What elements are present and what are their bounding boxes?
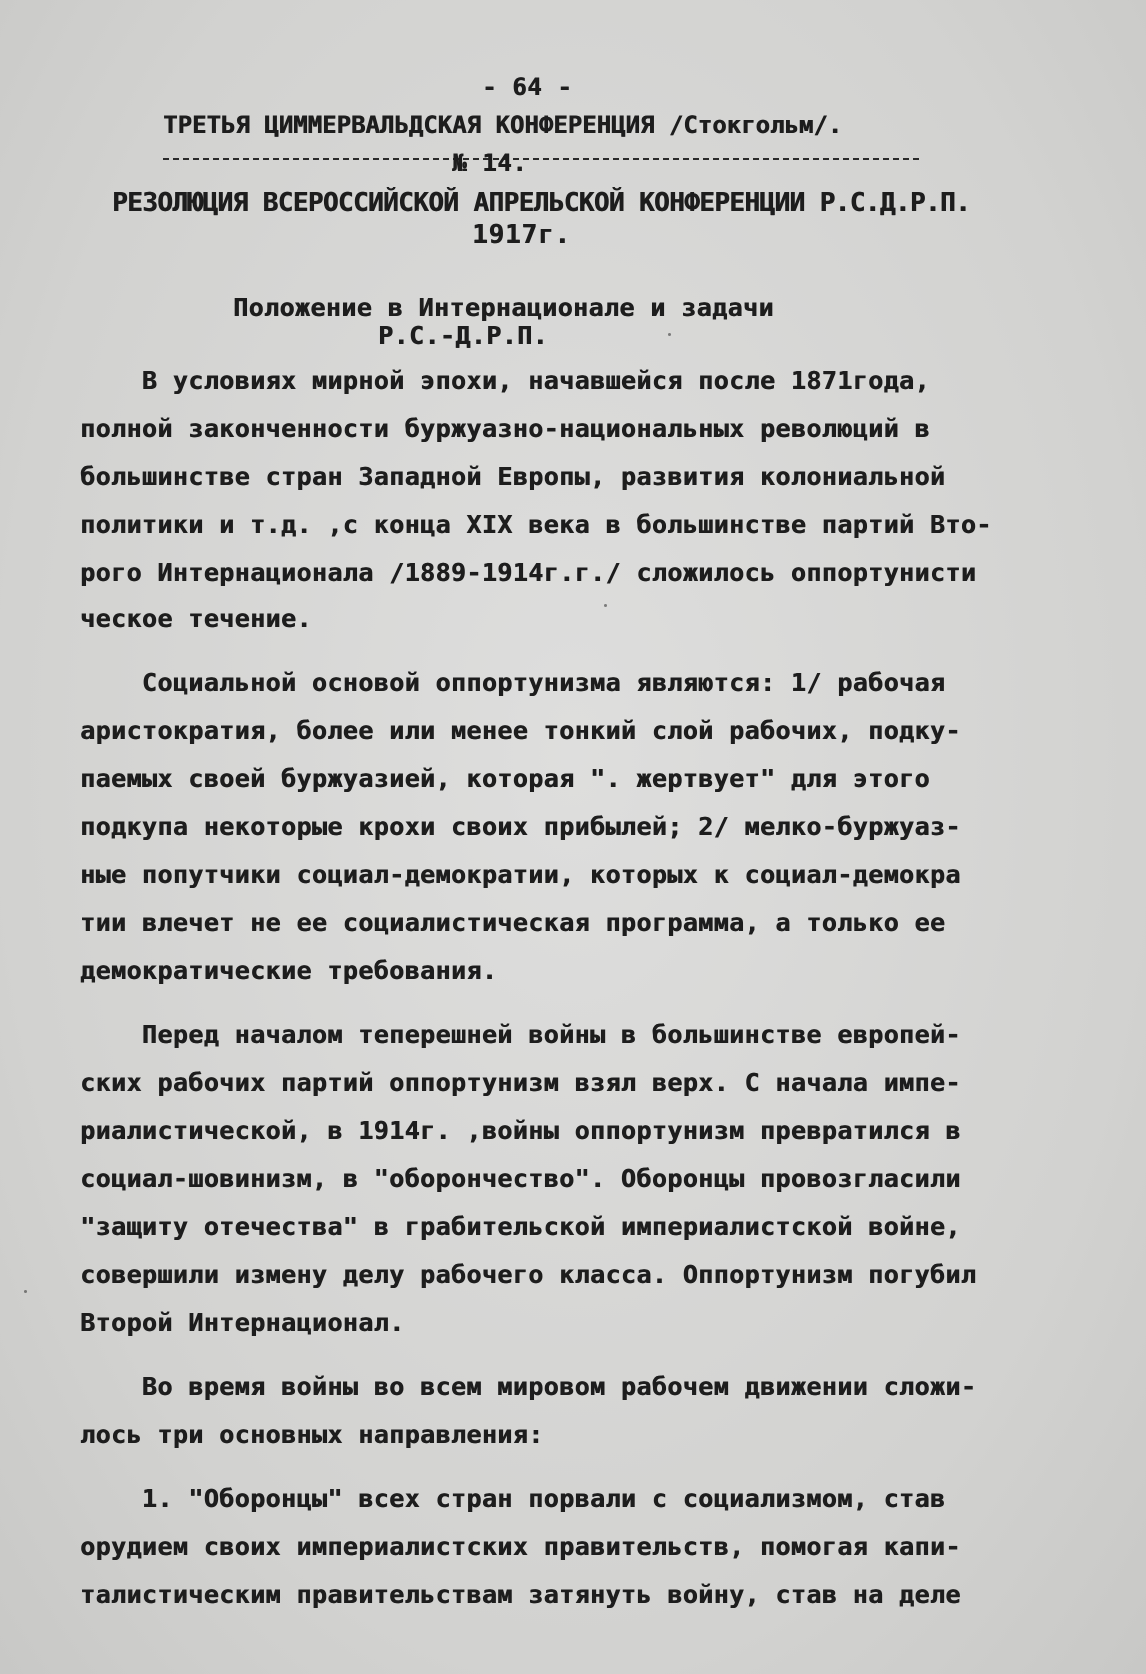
body-line: лось три основных направления:	[80, 1420, 544, 1449]
dashed-underline	[163, 158, 919, 160]
body-line: полной законченности буржуазно-национальных революций в	[80, 414, 930, 443]
body-line: "защиту отечества" в грабительской империалистской войне,	[80, 1212, 961, 1241]
body-line: рого Интернационала /1889-1914г.г./ сложилось оппортунисти	[80, 558, 977, 587]
body-line: демократические требования.	[80, 956, 498, 985]
body-line: В условиях мирной эпохи, начавшейся после 1871года,	[80, 366, 930, 395]
body-line: Второй Интернационал.	[80, 1308, 405, 1337]
body-line: орудием своих империалистских правительств, помогая капи-	[80, 1532, 961, 1561]
body-line: тии влечет не ее социалистическая программа, а только ее	[80, 908, 946, 937]
resolution-year: 1917г.	[472, 220, 571, 250]
body-line: социал-шовинизм, в "оборончество". Оборонцы провозгласили	[80, 1164, 961, 1193]
body-line: паемых своей буржуазией, которая ". жертвует" для этого	[80, 764, 930, 793]
body-line: аристократия, более или менее тонкий слой рабочих, подку-	[80, 716, 961, 745]
body-line: подкупа некоторые крохи своих прибылей; 2/ мелко-буржуаз-	[80, 812, 961, 841]
page-number: - 64 -	[482, 73, 573, 101]
body-line: ные попутчики социал-демократии, которых к социал-демокра	[80, 860, 961, 889]
body-line: риалистической, в 1914г. ,войны оппортунизм превратился в	[80, 1116, 961, 1145]
body-line: Перед началом теперешней войны в большинстве европей-	[80, 1020, 961, 1049]
conference-title: ТРЕТЬЯ ЦИММЕРВАЛЬДСКАЯ КОНФЕРЕНЦИЯ /Стокгольм/.	[163, 111, 843, 139]
body-line: талистическим правительствам затянуть войну, став на деле	[80, 1580, 961, 1609]
body-line: 1. "Оборонцы" всех стран порвали с социализмом, став	[80, 1484, 946, 1513]
paper-speck	[24, 1290, 27, 1293]
body-line: большинстве стран Западной Европы, развития колониальной	[80, 462, 946, 491]
body-line: Во время войны во всем мировом рабочем движении сложи-	[80, 1372, 977, 1401]
body-line: совершили измену делу рабочего класса. Оппортунизм погубил	[80, 1260, 977, 1289]
section-heading: Положение в Интернационале и задачи	[233, 293, 774, 322]
body-line: Социальной основой оппортунизма являются: 1/ рабочая	[80, 668, 946, 697]
resolution-title: РЕЗОЛЮЦИЯ ВСЕРОССИЙСКОЙ АПРЕЛЬСКОЙ КОНФЕРЕНЦИИ Р.С.Д.Р.П.	[112, 188, 971, 218]
document-number: № 14.	[452, 149, 528, 177]
section-heading-party: Р.С.-Д.Р.П.	[378, 321, 548, 350]
body-line: политики и т.д. ,с конца XIX века в большинстве партий Вто-	[80, 510, 992, 539]
paper-speck	[668, 333, 671, 336]
body-line: ских рабочих партий оппортунизм взял верх. С начала импе-	[80, 1068, 961, 1097]
paper-speck	[604, 604, 607, 607]
body-line: ческое течение.	[80, 604, 312, 633]
